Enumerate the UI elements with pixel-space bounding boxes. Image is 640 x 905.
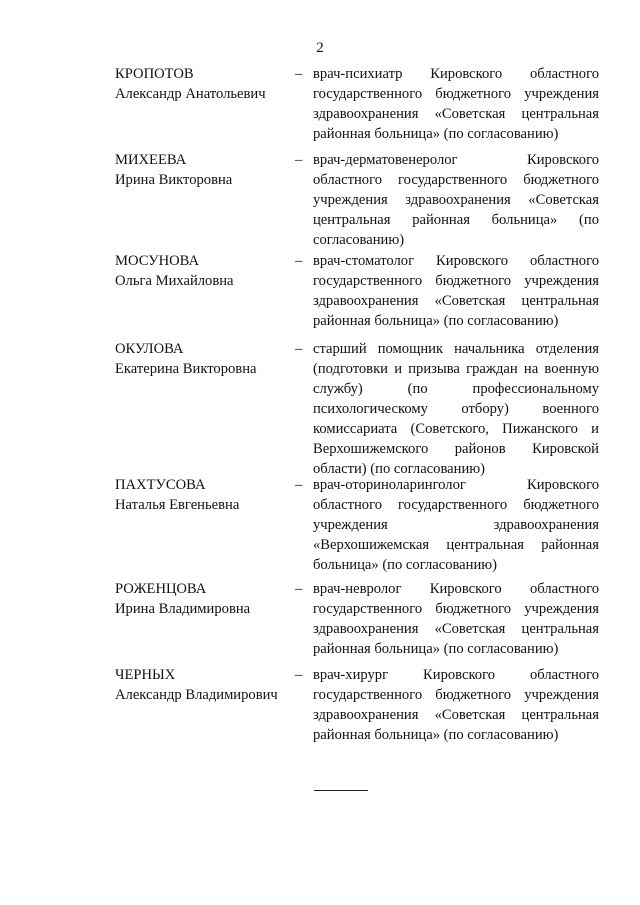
member-given-names: Екатерина Викторовна [115, 361, 257, 377]
member-surname: ПАХТУСОВА [115, 477, 206, 493]
member-position: врач-дерматовенеролог Кировского областного государственного бюджетного учреждения здравоохранения «Советская центральная районная больница» (по согласованию) [313, 152, 599, 248]
member-entry [115, 339, 600, 475]
member-position: врач-стоматолог Кировского областного государственного бюджетного учреждения здравоохранения «Советская центральная районная больница» (по согласованию) [313, 253, 599, 329]
member-surname: ЧЕРНЫХ [115, 667, 176, 683]
member-given-names: Ольга Михайловна [115, 273, 234, 289]
separator-dash: – [295, 253, 303, 269]
member-entry [115, 579, 600, 665]
separator-dash: – [295, 66, 303, 82]
member-list [115, 64, 600, 751]
member-name [115, 475, 295, 579]
member-position: врач-психиатр Кировского областного государственного бюджетного учреждения здравоохранения «Советская центральная районная больница» (по согласованию) [313, 66, 599, 142]
separator-dash: – [295, 477, 303, 493]
member-name [115, 64, 295, 150]
separator-dash: – [295, 152, 303, 168]
member-position: врач-оториноларинголог Кировского областного государственного бюджетного учреждения здравоохранения «Верхошижемская центральная районная больница» (по согласованию) [313, 477, 599, 573]
member-surname: КРОПОТОВ [115, 66, 194, 82]
member-given-names: Ирина Владимировна [115, 601, 251, 617]
member-entry [115, 665, 600, 751]
member-position: врач-хирург Кировского областного государственного бюджетного учреждения здравоохранения «Советская центральная районная больница» (по согласованию) [313, 667, 599, 743]
member-name [115, 665, 295, 751]
member-name [115, 579, 295, 665]
member-entry [115, 251, 600, 339]
member-given-names: Александр Владимирович [115, 687, 278, 703]
member-surname: РОЖЕНЦОВА [115, 581, 207, 597]
separator-dash: – [295, 341, 303, 357]
member-name [115, 150, 295, 251]
member-name [115, 339, 295, 475]
member-surname: МОСУНОВА [115, 253, 199, 269]
member-given-names: Ирина Викторовна [115, 172, 233, 188]
member-given-names: Наталья Евгеньевна [115, 497, 240, 513]
member-entry [115, 64, 600, 150]
member-entry [115, 150, 600, 251]
member-surname: ОКУЛОВА [115, 341, 184, 357]
separator-dash: – [295, 667, 303, 683]
member-given-names: Александр Анатольевич [115, 86, 266, 102]
member-position: старший помощник начальника отделения (подготовки и призыва граждан на военную службу) (по профессиональному психологическому отбору) военного комиссариата (Советского, Пижанского и Верхошижемского районов Кировской области) (по согласованию) [313, 341, 599, 477]
closing-rule [314, 790, 368, 791]
member-name [115, 251, 295, 339]
member-entry [115, 475, 600, 579]
member-surname: МИХЕЕВА [115, 152, 187, 168]
separator-dash: – [295, 581, 303, 597]
page-number: 2 [316, 40, 324, 56]
member-position: врач-невролог Кировского областного государственного бюджетного учреждения здравоохранения «Советская центральная районная больница» (по согласованию) [313, 581, 599, 657]
